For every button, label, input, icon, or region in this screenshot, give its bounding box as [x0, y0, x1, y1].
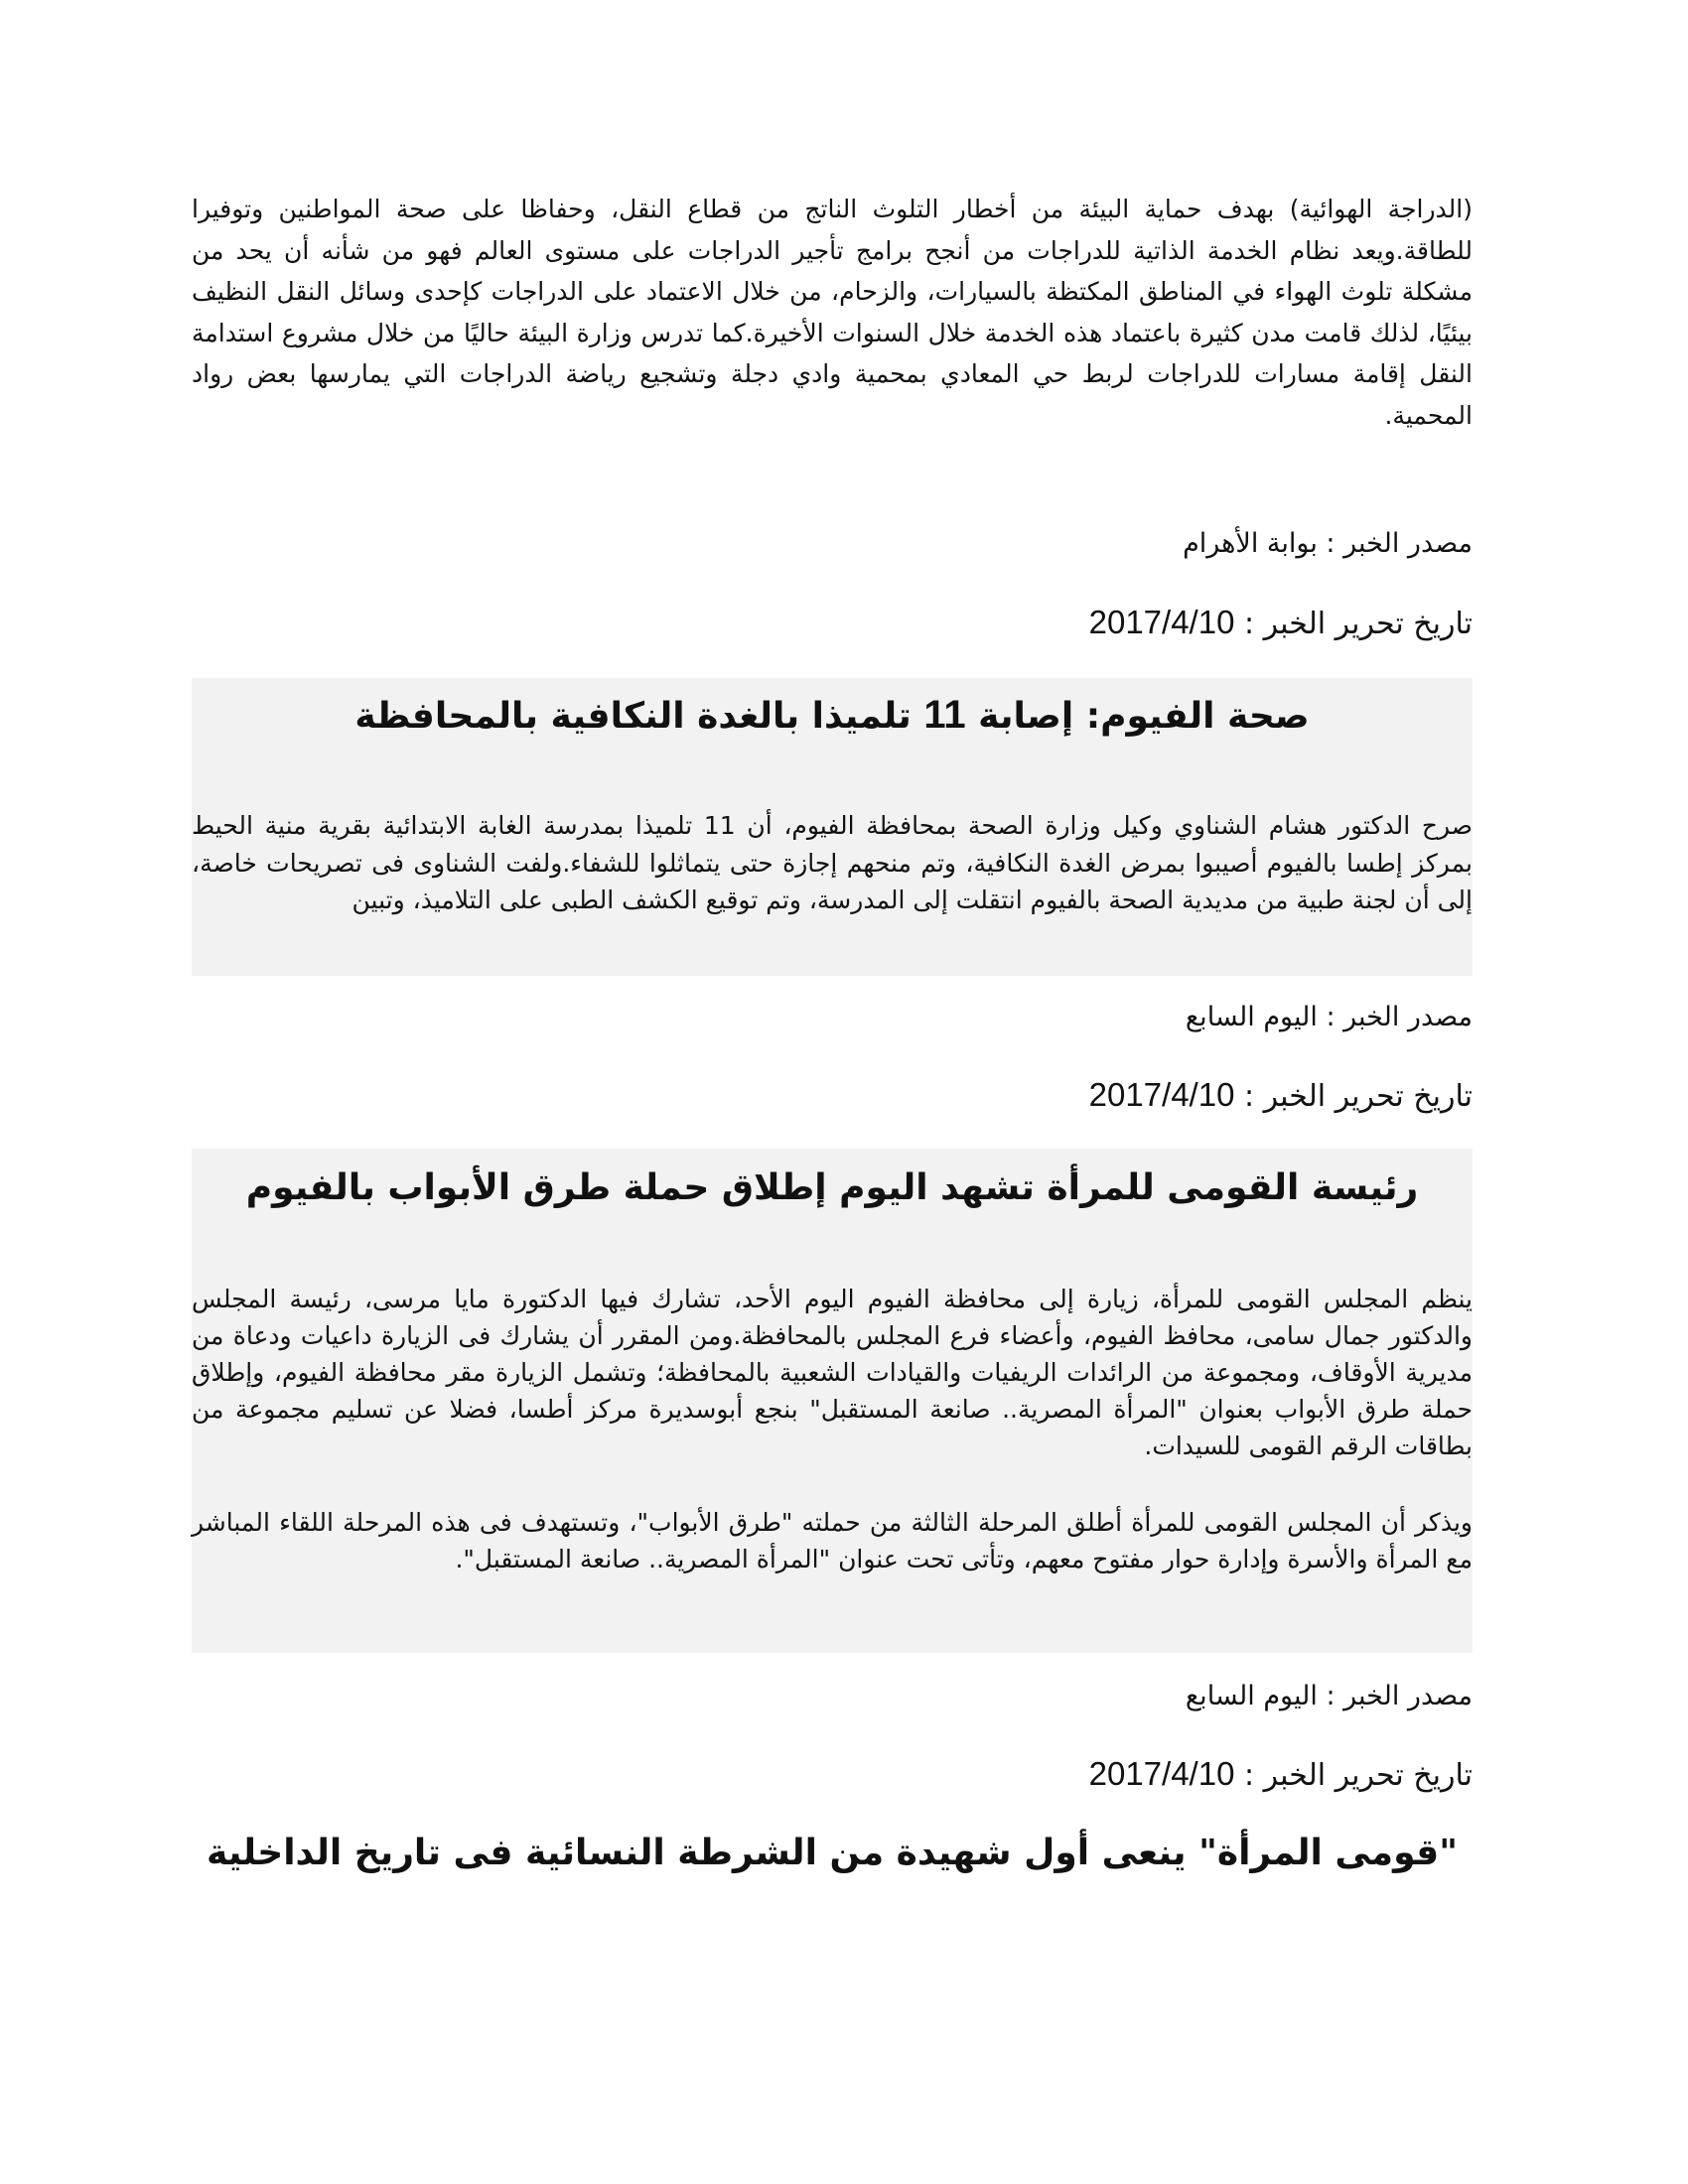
- article-1-date: [192, 1075, 1473, 1117]
- article-2-source: مصدر الخبر : اليوم السابع: [1185, 1681, 1473, 1711]
- article-1-source: مصدر الخبر : اليوم السابع: [1185, 1002, 1473, 1032]
- intro-date-label: تاريخ تحرير الخبر :: [1234, 607, 1473, 641]
- article-2-date-label: تاريخ تحرير الخبر :: [1234, 1758, 1473, 1793]
- intro-date: [192, 603, 1473, 644]
- article-3-title: "قومى المرأة" ينعى أول شهيدة من الشرطة النسائية فى تاريخ الداخلية: [207, 1833, 1458, 1873]
- article-2-date-value: 2017/4/10: [1088, 1755, 1235, 1792]
- intro-date-value: 2017/4/10: [1088, 604, 1235, 640]
- article-1-date-label: تاريخ تحرير الخبر :: [1234, 1079, 1473, 1114]
- article-1-block: [192, 678, 1473, 976]
- article-2-date: [192, 1754, 1473, 1796]
- intro-paragraph: (الدراجة الهوائية) بهدف حماية البيئة من أخطار التلوث الناتج من قطاع النقل، وحفاظا على صحة المواطنين وتوفيرا للطاقة.ويعد نظام الخدمة الذاتية للدراجات من أنجح برامج تأجير الدراجات على مستوى العالم فهو من شأنه أن يحد من مشكلة تلوث الهواء في المناطق المكتظة بالسيارات، والزحام، من خلال الاعتماد على الدراجات كإحدى وسائل النقل النظيف بيئيًا، لذلك قامت مدن كثيرة باعتماد هذه الخدمة خلال السنوات الأخيرة.كما تدرس وزارة البيئة حاليًا من خلال مشروع استدامة النقل إقامة مسارات للدراجات لربط حي المعادي بمحمية وادي دجلة وتشجيع رياضة الدراجات التي يمارسها بعض رواد المحمية.: [192, 195, 1473, 430]
- article-1-title-number: 11: [923, 693, 966, 737]
- article-1-title-prefix: صحة الفيوم: إصابة: [965, 696, 1310, 737]
- article-2-paragraph-1: ينظم المجلس القومى للمرأة، زيارة إلى محافظة الفيوم اليوم الأحد، تشارك فيها الدكتورة مايا مرسى، رئيسة المجلس والدكتور جمال سامى، محافظ الفيوم، وأعضاء فرع المجلس بالمحافظة.ومن المقرر أن يشارك فى الزيارة داعيات ودعاة من مديرية الأوقاف، ومجموعة من الرائدات الريفيات والقيادات الشعبية بالمحافظة؛ وتشمل الزيارة مقر محافظة الفيوم، وإطلاق حملة طرق الأبواب بعنوان "المرأة المصرية.. صانعة المستقبل" بنجع أبوسديرة مركز أطسا، فضلا عن تسليم مجموعة من بطاقات الرقم القومى للسيدات.: [192, 1285, 1473, 1460]
- article-1-paragraph: صرح الدكتور هشام الشناوي وكيل وزارة الصحة بمحافظة الفيوم، أن 11 تلميذا بمدرسة الغابة الابتدائية بقرية منية الحيط بمركز إطسا بالفيوم أصيبوا بمرض الغدة النكافية، وتم منحهم إجازة حتى يتماثلوا للشفاء.ولفت الشناوى فى تصريحات خاصة، إلى أن لجنة طبية من مديدية الصحة بالفيوم انتقلت إلى المدرسة، وتم توقيع الكشف الطبى على التلاميذ، وتبين: [192, 811, 1473, 914]
- intro-source: مصدر الخبر : بوابة الأهرام: [1183, 528, 1473, 559]
- article-2-title: رئيسة القومى للمرأة تشهد اليوم إطلاق حملة طرق الأبواب بالفيوم: [245, 1167, 1419, 1208]
- article-2-paragraph-2: ويذكر أن المجلس القومى للمرأة أطلق المرحلة الثالثة من حملته "طرق الأبواب"، وتستهدف فى هذه المرحلة اللقاء المباشر مع المرأة والأسرة وإدارة حوار مفتوح معهم، وتأتى تحت عنوان "المرأة المصرية.. صانعة المستقبل".: [192, 1508, 1473, 1573]
- article-1-date-value: 2017/4/10: [1088, 1076, 1235, 1113]
- article-2-block: [192, 1149, 1473, 1653]
- article-1-title: [192, 690, 1473, 742]
- article-1-title-suffix: تلميذا بالغدة النكافية بالمحافظة: [354, 696, 924, 737]
